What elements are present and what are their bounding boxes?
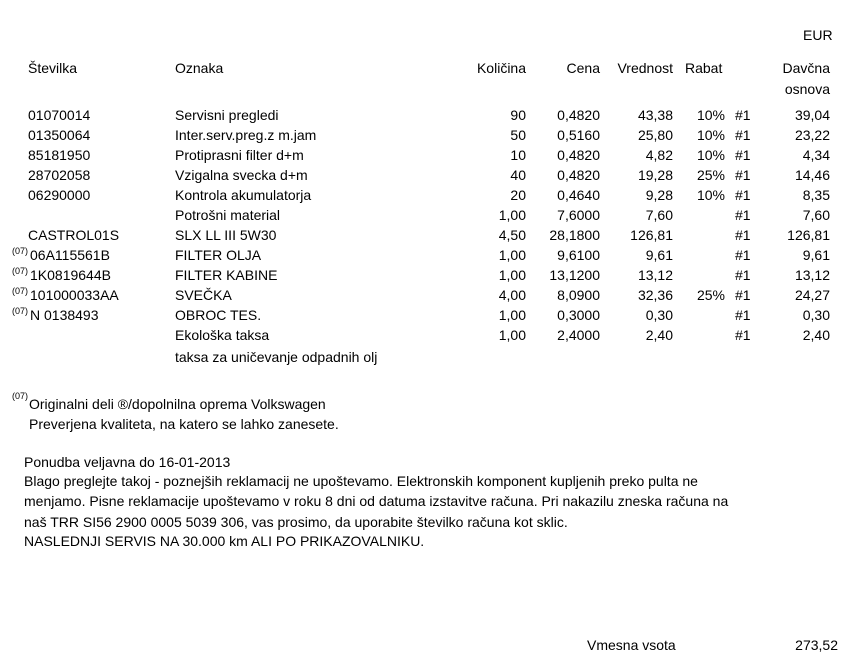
cell-name: FILTER KABINE xyxy=(175,267,278,283)
cell-rabat: 10% xyxy=(696,127,725,143)
cell-code: 06A115561B xyxy=(30,247,110,263)
cell-value: 7,60 xyxy=(645,207,673,223)
cell-code: 01350064 xyxy=(28,127,91,143)
cell-rabat: 10% xyxy=(696,147,725,163)
cell-name: Potrošni material xyxy=(175,207,281,223)
cell-code: 1K0819644B xyxy=(30,267,111,283)
header-davcna: Davčna xyxy=(782,60,830,76)
cell-value: 43,38 xyxy=(637,107,673,123)
header-cena: Cena xyxy=(566,60,600,76)
note-line: NASLEDNJI SERVIS NA 30.000 km ALI PO PRIKAZOVALNIKU. xyxy=(24,533,425,549)
cell-value: 32,36 xyxy=(637,287,673,303)
header-stevilka: Številka xyxy=(28,60,78,76)
cell-tax: #1 xyxy=(735,107,751,123)
cell-base: 23,22 xyxy=(794,127,830,143)
cell-code: 85181950 xyxy=(28,147,91,163)
table-row xyxy=(0,287,846,307)
cell-qty: 20 xyxy=(510,187,526,203)
header-vrednost: Vrednost xyxy=(617,60,673,76)
cell-rabat: 10% xyxy=(696,187,725,203)
cell-price: 0,4640 xyxy=(557,187,600,203)
cell-base: 7,60 xyxy=(802,207,830,223)
cell-code: N 0138493 xyxy=(30,307,99,323)
cell-qty: 1,00 xyxy=(498,247,526,263)
cell-tax: #1 xyxy=(735,267,751,283)
subtotal-value: 273,52 xyxy=(795,637,838,653)
cell-qty: 40 xyxy=(510,167,526,183)
cell-price: 13,1200 xyxy=(549,267,600,283)
cell-code: 28702058 xyxy=(28,167,91,183)
cell-tax: #1 xyxy=(735,127,751,143)
cell-qty: 50 xyxy=(510,127,526,143)
cell-code: 101000033AA xyxy=(30,287,119,303)
note-line: Blago preglejte takoj - poznejših reklamacij ne upoštevamo. Elektronskih komponent kupljenih preko pulta ne xyxy=(24,473,698,489)
cell-name: SVEČKA xyxy=(175,287,232,303)
table-row xyxy=(0,307,846,327)
cell-qty: 4,50 xyxy=(498,227,526,243)
cell-qty: 1,00 xyxy=(498,267,526,283)
footnote-marker: (07) xyxy=(12,286,29,296)
cell-base: 4,34 xyxy=(802,147,830,163)
cell-code: CASTROL01S xyxy=(28,227,120,243)
cell-name: SLX LL III 5W30 xyxy=(175,227,277,243)
cell-name: Vzigalna svecka d+m xyxy=(175,167,308,183)
cell-name: Inter.serv.preg.z m.jam xyxy=(175,127,317,143)
table-row xyxy=(0,267,846,287)
cell-value: 126,81 xyxy=(630,227,673,243)
note-line: menjamo. Pisne reklamacije upoštevamo v roku 8 dni od datuma izstavitve računa. Pri nakazilu zneska računa na xyxy=(24,493,729,509)
cell-value: 9,61 xyxy=(645,247,673,263)
cell-rabat: 10% xyxy=(696,107,725,123)
cell-qty: 90 xyxy=(510,107,526,123)
cell-price: 0,4820 xyxy=(557,167,600,183)
cell-base: 9,61 xyxy=(802,247,830,263)
table-row xyxy=(0,167,846,187)
table-row xyxy=(0,327,846,347)
cell-base: 14,46 xyxy=(794,167,830,183)
footnote-sup: (07) xyxy=(12,391,29,401)
cell-code: 01070014 xyxy=(28,107,91,123)
cell-base: 126,81 xyxy=(787,227,830,243)
cell-base: 13,12 xyxy=(794,267,830,283)
cell-value: 4,82 xyxy=(645,147,673,163)
table-row xyxy=(0,147,846,167)
cell-tax: #1 xyxy=(735,307,751,323)
cell-tax: #1 xyxy=(735,147,751,163)
header-rabat: Rabat xyxy=(685,60,723,76)
cell-rabat: 25% xyxy=(696,167,725,183)
cell-tax: #1 xyxy=(735,327,751,343)
cell-base: 0,30 xyxy=(802,307,830,323)
cell-qty: 1,00 xyxy=(498,207,526,223)
header-kolicina: Količina xyxy=(476,60,526,76)
footnote-line2: Preverjena kvaliteta, na katero se lahko zanesete. xyxy=(29,416,339,432)
header-oznaka: Oznaka xyxy=(175,60,224,76)
subtotal-label: Vmesna vsota xyxy=(587,637,676,653)
cell-name: Ekološka taksa xyxy=(175,327,270,343)
footnote-line1: Originalni deli ®/dopolnilna oprema Volkswagen xyxy=(29,396,326,412)
cell-tax: #1 xyxy=(735,207,751,223)
cell-value: 19,28 xyxy=(637,167,673,183)
extra-line: taksa za uničevanje odpadnih olj xyxy=(175,349,378,365)
cell-code: 06290000 xyxy=(28,187,91,203)
note-line: Ponudba veljavna do 16-01-2013 xyxy=(24,454,231,470)
cell-value: 13,12 xyxy=(637,267,673,283)
footnote-marker: (07) xyxy=(12,246,29,256)
table-row xyxy=(0,207,846,227)
cell-tax: #1 xyxy=(735,287,751,303)
cell-base: 24,27 xyxy=(794,287,830,303)
cell-name: Kontrola akumulatorja xyxy=(175,187,312,203)
cell-price: 7,6000 xyxy=(557,207,600,223)
footnote-marker: (07) xyxy=(12,266,29,276)
cell-price: 9,6100 xyxy=(557,247,600,263)
table-row xyxy=(0,247,846,267)
cell-tax: #1 xyxy=(735,167,751,183)
cell-price: 8,0900 xyxy=(557,287,600,303)
header-osnova: osnova xyxy=(784,81,830,97)
cell-name: Protiprasni filter d+m xyxy=(175,147,304,163)
cell-base: 39,04 xyxy=(794,107,830,123)
cell-value: 25,80 xyxy=(637,127,673,143)
table-row xyxy=(0,227,846,247)
cell-tax: #1 xyxy=(735,227,751,243)
note-line: naš TRR SI56 2900 0005 5039 306, vas prosimo, da uporabite številko računa kot sklic. xyxy=(24,514,568,530)
cell-price: 0,4820 xyxy=(557,147,600,163)
cell-qty: 10 xyxy=(510,147,526,163)
cell-name: Servisni pregledi xyxy=(175,107,279,123)
cell-price: 28,1800 xyxy=(549,227,600,243)
cell-value: 2,40 xyxy=(645,327,673,343)
table-row xyxy=(0,107,846,127)
cell-qty: 4,00 xyxy=(498,287,526,303)
table-row xyxy=(0,127,846,147)
cell-name: OBROC TES. xyxy=(175,307,262,323)
cell-name: FILTER OLJA xyxy=(175,247,262,263)
cell-price: 0,4820 xyxy=(557,107,600,123)
cell-base: 2,40 xyxy=(802,327,830,343)
cell-qty: 1,00 xyxy=(498,307,526,323)
cell-base: 8,35 xyxy=(802,187,830,203)
cell-value: 9,28 xyxy=(645,187,673,203)
table-row xyxy=(0,187,846,207)
cell-tax: #1 xyxy=(735,187,751,203)
footnote-marker: (07) xyxy=(12,306,29,316)
cell-qty: 1,00 xyxy=(498,327,526,343)
cell-rabat: 25% xyxy=(696,287,725,303)
cell-price: 0,3000 xyxy=(557,307,600,323)
cell-price: 0,5160 xyxy=(557,127,600,143)
currency-label: EUR xyxy=(803,27,833,43)
cell-value: 0,30 xyxy=(645,307,673,323)
cell-tax: #1 xyxy=(735,247,751,263)
cell-price: 2,4000 xyxy=(557,327,600,343)
